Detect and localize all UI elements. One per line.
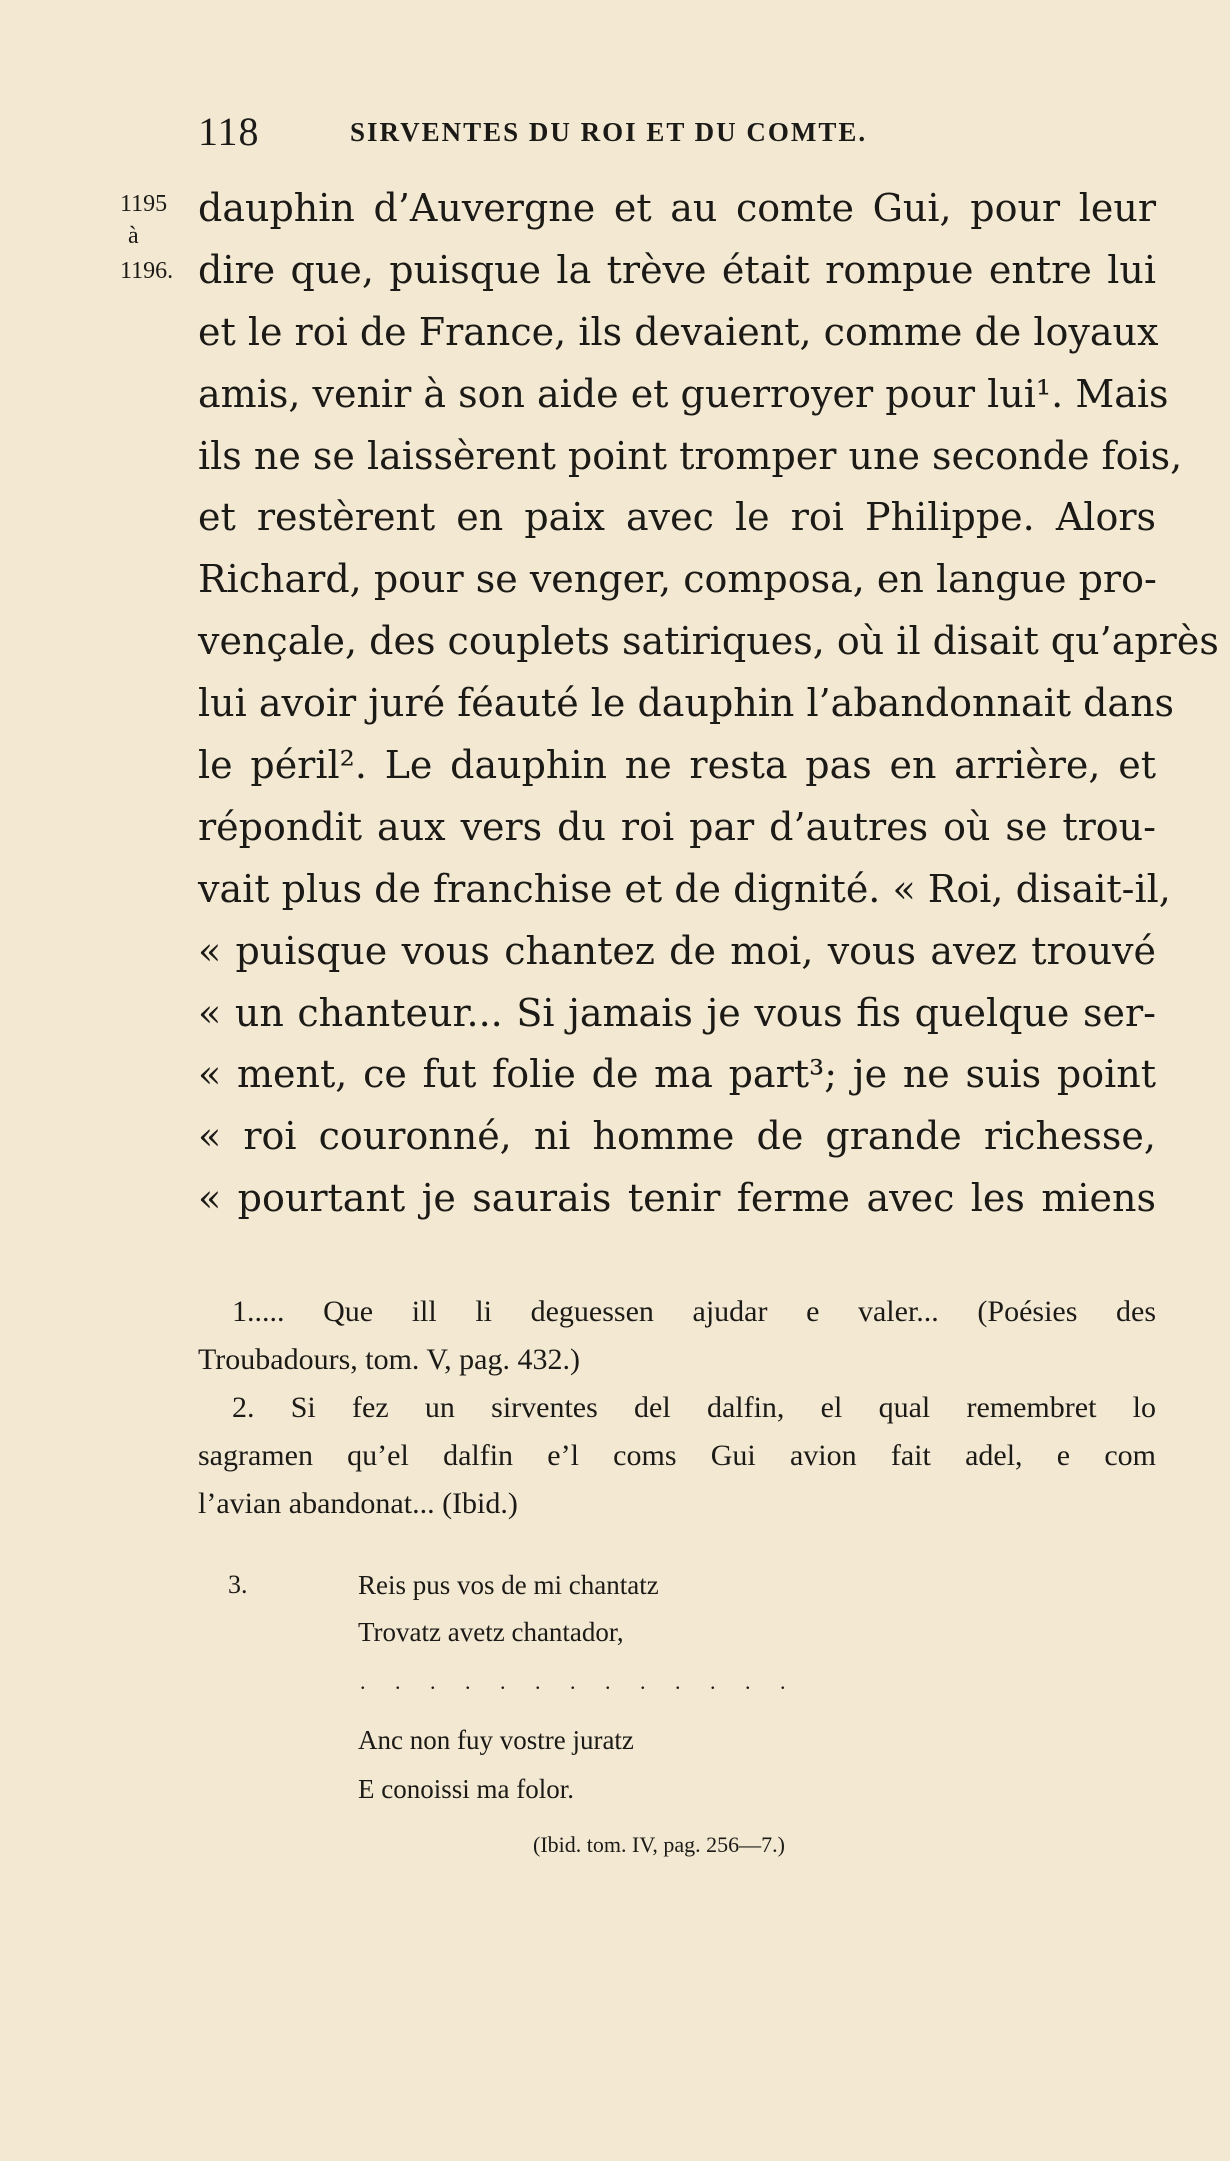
verse-line: E conoissi ma folor. bbox=[358, 1774, 574, 1804]
page-number: 118 bbox=[198, 109, 260, 154]
body-line: Richard, pour se venger, composa, en langue pro- bbox=[198, 557, 1157, 602]
margin-year-separator: à bbox=[128, 223, 139, 249]
body-line: « roi couronné, ni homme de grande richesse, bbox=[198, 1114, 1156, 1159]
margin-start-year: 1195 bbox=[120, 191, 168, 217]
footnote-2-line: sagramen qu’el dalfin e’l coms Gui avion fait adel, e com bbox=[198, 1439, 1156, 1472]
body-line: amis, venir à son aide et guerroyer pour lui¹. Mais bbox=[198, 371, 1169, 416]
page-header bbox=[198, 108, 1038, 152]
verse-line: Anc non fuy vostre juratz bbox=[358, 1725, 634, 1755]
verse-citation: (Ibid. tom. IV, pag. 256—7.) bbox=[533, 1832, 785, 1857]
body-line: répondit aux vers du roi par d’autres où se trou- bbox=[198, 804, 1156, 849]
body-line: et restèrent en paix avec le roi Philippe. Alors bbox=[198, 495, 1156, 540]
footnote-1-line: 1..... Que ill li deguessen ajudar e valer... (Poésies des bbox=[232, 1295, 1156, 1328]
body-line: « pourtant je saurais tenir ferme avec les miens bbox=[198, 1176, 1156, 1221]
body-line: vait plus de franchise et de dignité. « Roi, disait-il, bbox=[198, 866, 1171, 911]
footnotes bbox=[198, 1288, 1156, 1528]
footnote-2-line: l’avian abandonat... (Ibid.) bbox=[198, 1487, 518, 1520]
body-line: « un chanteur... Si jamais je vous fis quelque ser- bbox=[198, 990, 1156, 1035]
margin-end-year: 1196. bbox=[120, 258, 174, 284]
footnote-1-line: Troubadours, tom. V, pag. 432.) bbox=[198, 1343, 580, 1376]
body-line: dauphin d’Auvergne et au comte Gui, pour leur bbox=[198, 186, 1156, 230]
body-line: « ment, ce fut folie de ma part³; je ne suis point bbox=[198, 1052, 1156, 1097]
footnote-2-line: 2. Si fez un sirventes del dalfin, el qual remembret lo bbox=[232, 1391, 1156, 1424]
body-line: vençale, des couplets satiriques, où il disait qu’après bbox=[198, 619, 1219, 664]
footnote-3-number: 3. bbox=[228, 1570, 248, 1599]
body-line: lui avoir juré féauté le dauphin l’abandonnait dans bbox=[198, 681, 1175, 726]
running-head: SIRVENTES DU ROI ET DU COMTE. bbox=[350, 117, 868, 147]
verse-ellipsis: . . . . . . . . . . . . . bbox=[360, 1669, 798, 1694]
verse-line: Reis pus vos de mi chantatz bbox=[358, 1570, 659, 1600]
body-line: « puisque vous chantez de moi, vous avez trouvé bbox=[198, 928, 1156, 973]
body-line: ils ne se laissèrent point tromper une seconde fois, bbox=[198, 433, 1183, 478]
body-line: dire que, puisque la trève était rompue entre lui bbox=[198, 247, 1156, 292]
verse-line: Trovatz avetz chantador, bbox=[358, 1617, 624, 1647]
body-line: le péril². Le dauphin ne resta pas en arrière, et bbox=[198, 743, 1156, 788]
body-text bbox=[198, 178, 1219, 1230]
body-line: et le roi de France, ils devaient, comme de loyaux bbox=[198, 309, 1159, 354]
